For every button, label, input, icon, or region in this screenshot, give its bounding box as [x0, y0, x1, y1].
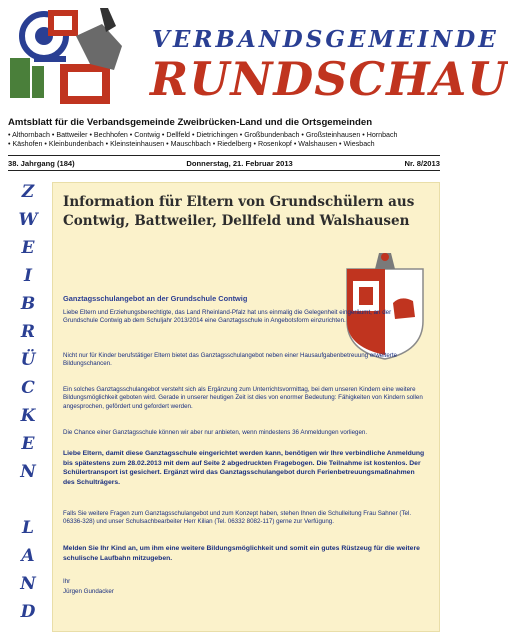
sidebar-letter: D [20, 602, 36, 622]
paragraph-3: Ein solches Ganztagsschulangebot versteht sich als Ergänzung zum Unterrichtsvormittag, bei dem unseren Kindern eine weitere Bildungsmöglichkeit geboten wird. Gerade in unserer heutigen Zeit ist dies von enormer Bedeutung: Fähigkeiten von Kindern sollen angesprochen, gefördert und gefordert werden. [63, 386, 423, 410]
masthead-subtitle: Amtsblatt für die Verbandsgemeinde Zweibrücken-Land und die Ortsgemeinden [8, 117, 373, 128]
sidebar-letter: I [24, 266, 32, 286]
masthead-logo [4, 6, 144, 108]
sidebar-letter: B [20, 294, 36, 314]
paragraph-7: Melden Sie Ihr Kind an, um ihm eine weitere Bildungsmöglichkeit und somit ein gutes Rüstzeug für die weitere schulische Laufbahn mitzugeben. [63, 545, 420, 562]
paragraph-6: Falls Sie weitere Fragen zum Ganztagsschulangebot und zum Konzept haben, stehen Ihnen die Schulleitung Frau Sahner (Tel. 06336-328) und unser Schulsachbearbeiter Herr Kilian (Tel. 06332 8082-117) gerne zur Verfügung. [63, 510, 412, 526]
paragraph-1: Liebe Eltern und Erziehungsberechtigte, das Land Rheinland-Pfalz hat uns einmalig die Gelegenheit eingeräumt, an der Grundschule Contwig ab dem Schuljahr 2013/2014 eine Ganztagsschule in Angebotsform einzurichten. [63, 309, 392, 325]
section-title: Ganztagsschulangebot an der Grundschule Contwig [63, 294, 248, 303]
sidebar-letter: W [18, 210, 38, 230]
sidebar-letter: Z [21, 182, 35, 202]
article-headline: Information für Eltern von Grundschülern aus Contwig, Battweiler, Dellfeld und Walshausen [63, 194, 415, 229]
sidebar-letter: R [20, 322, 36, 342]
signature-name: Jürgen Gundacker [63, 588, 114, 595]
masthead-title-line1: VERBANDSGEMEINDE [152, 26, 499, 53]
issue-date: Donnerstag, 21. Februar 2013 [186, 158, 293, 168]
sidebar-letter: L [22, 518, 34, 538]
sidebar-letter: E [21, 434, 35, 454]
article-panel [52, 182, 440, 632]
signature-greeting: Ihr [63, 578, 71, 585]
paragraph-2: Nicht nur für Kinder berufstätiger Eltern bietet das Ganztagsschulangebot neben einer Hausaufgabenbetreuung erweiterte Bildungschancen. [63, 352, 397, 368]
coat-of-arms-image [343, 251, 427, 361]
sidebar-letter: N [20, 574, 36, 594]
vertical-sidebar-text [6, 182, 50, 632]
paragraph-4: Die Chance einer Ganztagsschule können wir aber nur anbieten, wenn mindestens 36 Anmeldungen vorliegen. [63, 429, 368, 436]
places-line-1: • Althornbach • Battweiler • Bechhofen • Contwig • Dellfeld • Dietrichingen • Großbundenbach • Großsteinhausen • Hornbach [8, 131, 398, 139]
issue-number: Nr. 8/2013 [404, 158, 440, 168]
issue-bar [8, 155, 440, 171]
sidebar-letter: Ü [20, 350, 36, 370]
sidebar-letter: K [20, 406, 36, 426]
sidebar-letter: A [21, 546, 35, 566]
masthead-title-line2: RUNDSCHAU [150, 52, 508, 106]
sidebar-letter: E [21, 238, 35, 258]
issue-volume: 38. Jahrgang (184) [8, 158, 75, 168]
places-line-2: • Käshofen • Kleinbundenbach • Kleinsteinhausen • Mauschbach • Riedelberg • Rosenkopf • Walshausen • Wiesbach [8, 140, 375, 148]
sidebar-letter: C [21, 378, 35, 398]
places-list [8, 131, 440, 149]
sidebar-letter: N [20, 462, 36, 482]
paragraph-5: Liebe Eltern, damit diese Ganztagsschule eingerichtet werden kann, benötigen wir Ihre verbindliche Anmeldung bis spätestens zum 28.02.2013 mit dem auf Seite 2 abgedruckten Fragebogen. Die Teilnahme ist kostenlos. Der Schülertransport ist gesichert. Ergänzt wird das Ganztagsschulangebot durch Ferienbetreuungsmaßnahmen des Schulträgers. [63, 450, 425, 486]
